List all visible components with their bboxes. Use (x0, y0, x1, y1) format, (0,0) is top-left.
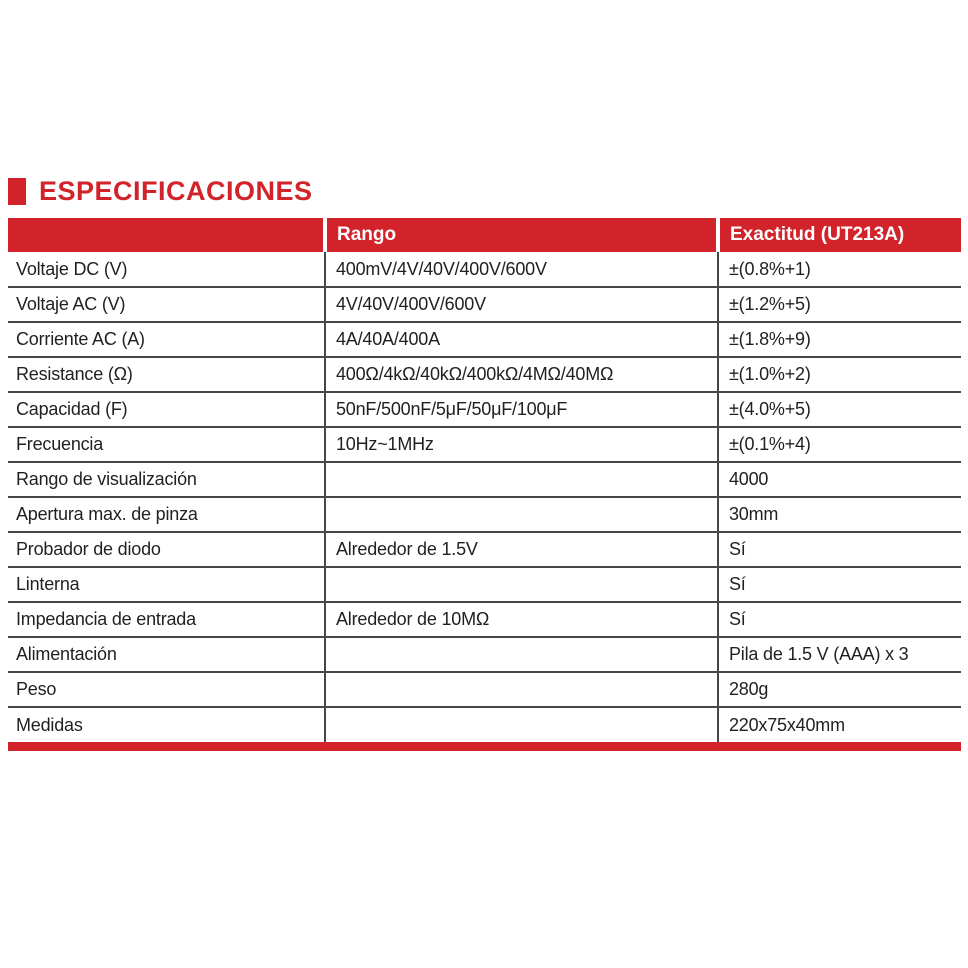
table-row (8, 392, 961, 427)
cell-parameter: Alimentación (8, 637, 325, 672)
cell-parameter: Corriente AC (A) (8, 322, 325, 357)
cell-parameter: Capacidad (F) (8, 392, 325, 427)
cell-parameter: Medidas (16, 714, 83, 735)
cell-range (325, 497, 718, 532)
cell-accuracy: ±(1.0%+2) (718, 357, 961, 392)
cell-accuracy: ±(4.0%+5) (718, 392, 961, 427)
cell-accuracy: Sí (718, 602, 961, 637)
cell-parameter: Probador de diodo (8, 532, 325, 567)
cell-accuracy: Pila de 1.5 V (AAA) x 3 (718, 637, 961, 672)
cell-parameter: Linterna (8, 567, 325, 602)
cell-parameter: Voltaje DC (V) (8, 252, 325, 287)
cell-parameter: Apertura max. de pinza (8, 497, 325, 532)
table-row (8, 672, 961, 707)
cell-range: 50nF/500nF/5μF/50μF/100μF (325, 392, 718, 427)
cell-accuracy: ±(0.1%+4) (718, 427, 961, 462)
cell-parameter: Frecuencia (8, 427, 325, 462)
cell-accuracy: 280g (718, 672, 961, 707)
table-row (8, 602, 961, 637)
column-header-rango: Rango (325, 218, 718, 252)
cell-accuracy: Sí (718, 567, 961, 602)
cell-range: 400mV/4V/40V/400V/600V (325, 252, 718, 287)
cell-range: Alrededor de 1.5V (325, 532, 718, 567)
cell-parameter: Resistance (Ω) (8, 357, 325, 392)
cell-accuracy: 30mm (718, 497, 961, 532)
cell-range (325, 567, 718, 602)
header-row (8, 218, 961, 252)
cell-accuracy: ±(0.8%+1) (718, 252, 961, 287)
cell-parameter: Peso (8, 672, 325, 707)
table-row (8, 567, 961, 602)
cell-range: 10Hz~1MHz (325, 427, 718, 462)
cell-range (325, 637, 718, 672)
spec-table-body (8, 252, 961, 742)
cell-accuracy: ±(1.2%+5) (718, 287, 961, 322)
table-row (8, 287, 961, 322)
spec-table-container (8, 218, 961, 751)
table-row (8, 532, 961, 567)
cell-parameter: Impedancia de entrada (8, 602, 325, 637)
page-title: ESPECIFICACIONES (39, 176, 313, 206)
table-row (8, 427, 961, 462)
table-row (8, 462, 961, 497)
column-header-exactitud: Exactitud (UT213A) (718, 218, 961, 252)
cell-range: Alrededor de 10MΩ (325, 602, 718, 637)
cell-range: 4V/40V/400V/600V (325, 287, 718, 322)
cell-range (325, 672, 718, 707)
table-row (8, 252, 961, 287)
spec-table (8, 218, 961, 742)
cell-accuracy: 4000 (718, 462, 961, 497)
cell-range (325, 462, 718, 497)
cell-accuracy: Sí (718, 532, 961, 567)
column-header-parameter (8, 218, 325, 252)
cell-accuracy: ±(1.8%+9) (718, 322, 961, 357)
cell-parameter: Voltaje AC (V) (8, 287, 325, 322)
cell-range (325, 707, 718, 742)
cell-range: 4A/40A/400A (325, 322, 718, 357)
cell-accuracy: 220x75x40mm (718, 707, 961, 742)
table-row (8, 497, 961, 532)
table-row (8, 322, 961, 357)
title-marker-icon (8, 178, 26, 205)
cell-parameter: Rango de visualización (8, 462, 325, 497)
table-bottom-bar (8, 742, 961, 751)
section-title (8, 176, 313, 207)
cell-range: 400Ω/4kΩ/40kΩ/400kΩ/4MΩ/40MΩ (325, 357, 718, 392)
table-row (8, 357, 961, 392)
table-row (8, 707, 961, 742)
table-row (8, 637, 961, 672)
